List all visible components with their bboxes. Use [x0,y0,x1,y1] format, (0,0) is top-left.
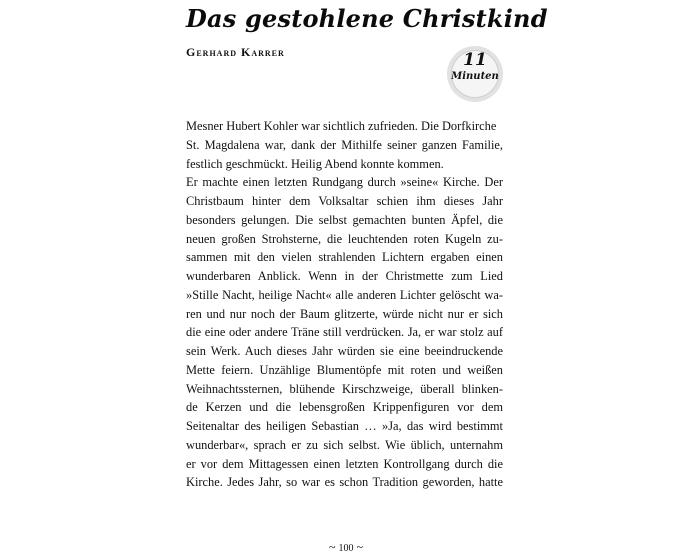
body-line: St. Magdalena war, dank der Mithilfe seiner ganzen Familie, [186,137,503,152]
body-line: »Stille Nacht, heilige Nacht« alle anderen Lichter gelöscht wa- [186,287,503,302]
body-line: Weihnachtssternen, blühende Kirschzweige, überall blinken- [186,381,503,396]
ornament-right-icon: ~ [356,540,363,554]
body-line: wunderbar«, sprach er zu sich selbst. Wie üblich, unternahm [186,437,503,452]
body-line: sammen mit den vielen strahlenden Lichtern ergaben einen [186,250,503,265]
body-line: sein Werk. Auch dieses Jahr würden sie eine beeindruckende [186,344,503,358]
body-line: de Kerzen und die lebensgroßen Krippenfiguren vor dem [186,400,503,415]
reading-time-badge [447,46,503,102]
ornament-left-icon: ~ [329,540,336,554]
body-line: wunderbaren Anblick. Wenn in der Christmette zum Lied [186,269,503,283]
body-line: die eine oder andere Träne still verdrücken. Ja, er war stolz auf [186,325,503,340]
reading-time-number: 11 [463,50,487,70]
body-line: festlich geschmückt. Heilig Abend konnte kommen. [186,156,444,171]
body-line: Christbaum hinter dem Volksaltar schien ihm dieses Jahr [186,194,503,208]
body-line: Seitenaltar des heiligen Sebastian … »Ja, das wird bestimmt [186,419,503,433]
body-line: besonders gelungen. Die selbst gemachten bunten Äpfel, die [186,212,503,227]
body-line: er vor dem Mittagessen einen letzten Kontrollgang durch die [186,456,503,471]
story-body [186,117,503,492]
author-name: Gerhard Karrer [186,45,285,59]
page-number: 100 [338,543,354,554]
body-line: neuen großen Strohsterne, die leuchtenden roten Kugeln zu- [186,231,503,246]
body-line: Er machte einen letzten Rundgang durch »seine« Kirche. Der [186,175,503,190]
body-line: Mette feiern. Unzählige Blumentöpfe mit roten und weißen [186,362,503,377]
reading-time-unit: Minuten [451,71,499,82]
body-line: ren und nur noch der Baum glitzerte, würde nicht nur er sich [186,306,503,321]
story-title: Das gestohlene Christkind [186,4,548,33]
body-line: Mesner Hubert Kohler war sichtlich zufrieden. Die Dorfkirche [186,119,497,133]
body-line: Kirche. Jedes Jahr, so war es schon Tradition geworden, hatte [186,475,503,490]
